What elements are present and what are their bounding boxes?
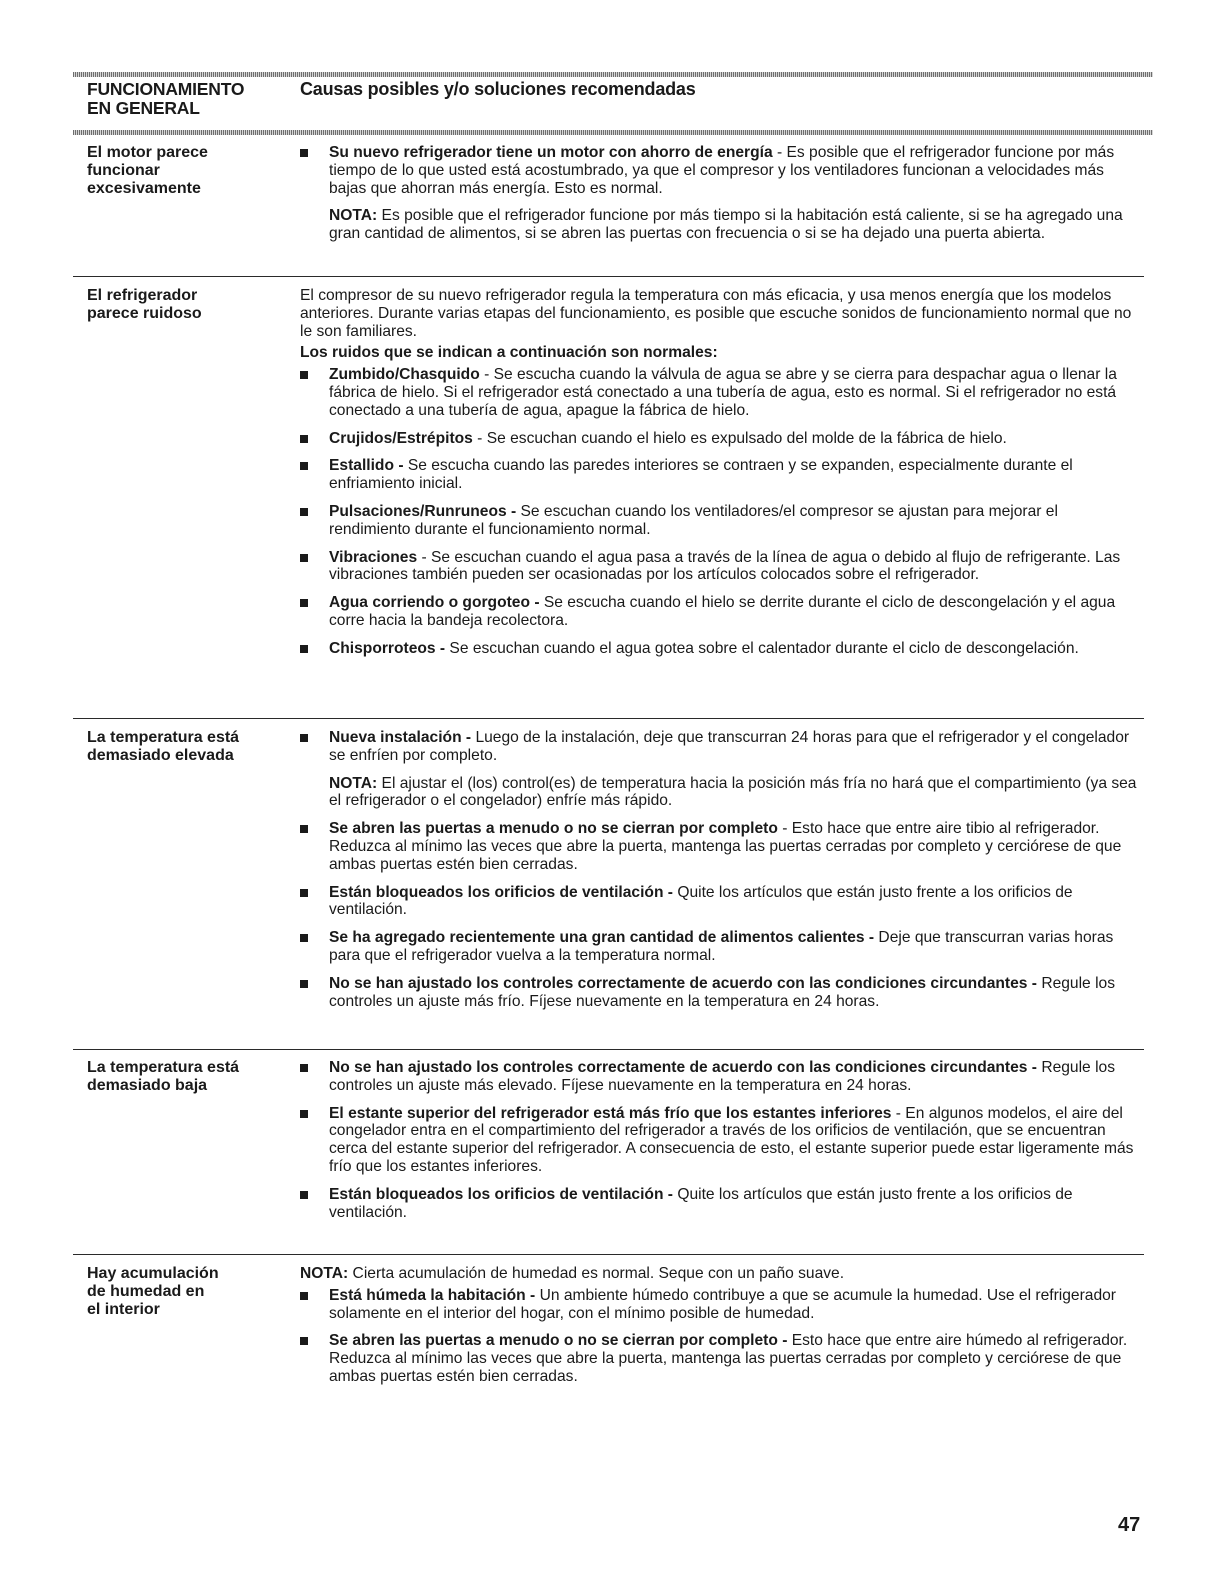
bullet-text: Luego de la instalación, deje que transcurran 24 horas para que el refrigerador y el congelador se enfríen por completo. <box>329 729 1130 764</box>
bullet-icon <box>300 1191 308 1199</box>
bullet-text: Quite los artículos que están justo frente a los orificios de ventilación. <box>329 883 1073 919</box>
bullet-title: Se abren las puertas a menudo o no se cierran por completo <box>329 820 778 838</box>
bullet-text: Se escuchan cuando el agua gotea sobre el calentador durante el ciclo de descongelación. <box>445 639 1079 657</box>
issue-line: demasiado baja <box>87 1077 208 1094</box>
header-column-solutions: Causas posibles y/o soluciones recomendadas <box>300 79 696 99</box>
bullet-title: El estante superior del refrigerador está más frío que los estantes inferiores <box>329 1104 892 1122</box>
list-item <box>300 884 1140 920</box>
bullet-icon <box>300 1110 308 1118</box>
issue-title <box>87 1265 287 1319</box>
issue-line: El refrigerador <box>87 287 198 304</box>
bullet-title: No se han ajustado los controles correctamente de acuerdo con las condiciones circundantes - <box>329 1059 1037 1076</box>
bullet-text: Deje que transcurran varias horas para que el refrigerador vuelva a la temperatura normal. <box>329 929 1114 964</box>
intro-paragraph: El compresor de su nuevo refrigerador regula la temperatura con más eficacia, y usa menos energía que los modelos anteriores. Durante varias etapas del funcionamiento, es posible que escuche sonidos de funcionamiento normal que no le son familiares. <box>300 287 1132 340</box>
issue-line: Hay acumulación <box>87 1265 219 1282</box>
list-item <box>300 929 1140 965</box>
solution-content <box>300 287 1140 658</box>
list-item <box>300 366 1140 419</box>
bullet-text: - Se escuchan cuando el agua pasa a través de la línea de agua o debido al flujo de refrigerante. Las vibraciones también pueden ser ocasionadas por los artículos colocados sobre el refrigerador. <box>329 548 1121 584</box>
list-item <box>300 1105 1140 1176</box>
list-item <box>300 820 1140 873</box>
issue-line: El motor parece <box>87 144 208 161</box>
bullet-icon <box>300 149 308 157</box>
header-column-issue <box>87 80 287 118</box>
list-item <box>300 457 1140 493</box>
bullet-title: Se ha agregado recientemente una gran cantidad de alimentos calientes - <box>329 929 875 947</box>
bullet-icon <box>300 462 308 470</box>
issue-title <box>87 287 287 323</box>
solution-content <box>300 729 1140 1010</box>
bullet-title: Su nuevo refrigerador tiene un motor con ahorro de energía <box>329 144 773 161</box>
issue-line: parece ruidoso <box>87 305 202 322</box>
bullet-text: - Se escucha cuando la válvula de agua se abre y se cierra para despachar agua o llenar la fábrica de hielo. Si el refrigerador está conectado a una tubería de agua, esto es normal. Si el refrigerador no está conectado a una tubería de agua, apague la fábrica de hielo. <box>329 366 1117 419</box>
note-label: NOTA: <box>329 774 378 792</box>
issue-title <box>87 729 287 765</box>
list-item <box>300 729 1140 765</box>
bullet-text: Regule los controles un ajuste más elevado. Fíjese nuevamente en la temperatura en 24 horas. <box>329 1059 1115 1094</box>
issue-line: La temperatura está <box>87 1059 240 1076</box>
bullet-title: Crujidos/Estrépitos <box>329 429 473 447</box>
issue-title <box>87 144 287 198</box>
bullet-text: - Es posible que el refrigerador funcione por más tiempo de lo que usted está acostumbrado, ya que el compresor y los ventiladores funcionan a velocidades más bajas que ahorran más energía. Esto es normal. <box>329 144 1115 197</box>
issue-line: excesivamente <box>87 180 201 197</box>
bullet-title: Nueva instalación - <box>329 729 472 746</box>
note <box>300 775 1140 811</box>
page-number: 47 <box>1118 1514 1141 1536</box>
note-text: El ajustar el (los) control(es) de temperatura hacia la posición más fría no hará que el compartimiento (ya sea el refrigerador o el congelador) enfríe más rápido. <box>329 774 1137 810</box>
list-item <box>300 1287 1140 1323</box>
header-bottom-rule <box>73 130 1153 135</box>
solution-content <box>300 1059 1140 1221</box>
header-issue-line: EN GENERAL <box>87 98 200 118</box>
bullet-text: - Se escuchan cuando el hielo es expulsado del molde de la fábrica de hielo. <box>472 429 1007 447</box>
list-item <box>300 503 1140 539</box>
issue-line: La temperatura está <box>87 729 240 746</box>
list-item <box>300 1059 1140 1095</box>
bullet-icon <box>300 934 308 942</box>
bullet-title: Estallido - <box>329 457 404 475</box>
list-item <box>300 640 1140 658</box>
bullet-icon <box>300 645 308 653</box>
note <box>300 207 1140 243</box>
list-item <box>300 975 1140 1011</box>
issue-line: funcionar <box>87 162 160 179</box>
bullet-icon <box>300 1064 308 1072</box>
bullet-title: Pulsaciones/Runruneos - <box>329 502 517 520</box>
bullet-text: Esto hace que entre aire húmedo al refrigerador. Reduzca al mínimo las veces que abre la puerta, mantenga las puertas cerradas por completo y cerciórese de que ambas puertas estén bien cerradas. <box>329 1332 1128 1385</box>
header-issue-line: FUNCIONAMIENTO <box>87 79 245 99</box>
issue-title <box>87 1059 287 1095</box>
bullet-icon <box>300 1337 308 1345</box>
row-divider <box>73 1254 1144 1255</box>
bullet-title: Vibraciones <box>329 548 418 566</box>
bullet-text: Se escucha cuando las paredes interiores se contraen y se expanden, especialmente durante el enfriamiento inicial. <box>329 457 1073 493</box>
bullet-icon <box>300 371 308 379</box>
note-label: NOTA: <box>300 1265 349 1282</box>
bullet-icon <box>300 599 308 607</box>
bullet-icon <box>300 554 308 562</box>
row-divider <box>73 1049 1144 1050</box>
solution-content <box>300 1265 1140 1386</box>
row-divider <box>73 276 1144 277</box>
bullet-title: No se han ajustado los controles correctamente de acuerdo con las condiciones circundantes - <box>329 974 1037 992</box>
list-item <box>300 549 1140 585</box>
bullet-text: Se escuchan cuando los ventiladores/el compresor se ajustan para mejorar el rendimiento durante el funcionamiento normal. <box>329 502 1058 538</box>
subheading: Los ruidos que se indican a continuación son normales: <box>300 344 718 362</box>
bullet-title: Están bloqueados los orificios de ventilación - <box>329 1185 673 1203</box>
issue-line: demasiado elevada <box>87 747 234 764</box>
bullet-icon <box>300 825 308 833</box>
bullet-icon <box>300 980 308 988</box>
bullet-text: Un ambiente húmedo contribuye a que se acumule la humedad. Use el refrigerador solamente en el interior del hogar, con el mínimo posible de humedad. <box>329 1286 1117 1322</box>
list-item <box>300 594 1140 630</box>
issue-line: de humedad en <box>87 1283 205 1300</box>
solution-content <box>300 144 1140 243</box>
list-item <box>300 1186 1140 1222</box>
bullet-title: Está húmeda la habitación - <box>329 1286 536 1304</box>
bullet-icon <box>300 435 308 443</box>
bullet-text: Se escucha cuando el hielo se derrite durante el ciclo de descongelación y el agua corre hacia la bandeja recolectora. <box>329 594 1116 629</box>
note <box>300 1265 1140 1283</box>
note-label: NOTA: <box>329 207 378 225</box>
bullet-title: Chisporroteos - <box>329 639 446 657</box>
list-item <box>300 1332 1140 1385</box>
bullet-icon <box>300 508 308 516</box>
note-text: Es posible que el refrigerador funcione por más tiempo si la habitación está caliente, si se ha agregado una gran cantidad de alimentos, si se abren las puertas con frecuencia o si se ha dejado una puerta abierta. <box>329 207 1123 243</box>
bullet-icon <box>300 1292 308 1300</box>
table-header <box>87 80 1147 126</box>
bullet-text: - En algunos modelos, el aire del congelador entra en el compartimiento del refrigerador a través de los orificios de ventilación, que se encuentran cerca del estante superior del refrigerador. A consecuencia de esto, el estante superior puede estar ligeramente más frío que los estantes inferiores. <box>329 1104 1134 1175</box>
note-text: Cierta acumulación de humedad es normal. Seque con un paño suave. <box>348 1265 845 1282</box>
list-item <box>300 430 1140 448</box>
header-top-rule <box>73 72 1153 77</box>
row-divider <box>73 718 1144 719</box>
bullet-text: Quite los artículos que están justo frente a los orificios de ventilación. <box>329 1185 1073 1221</box>
list-item <box>300 144 1140 197</box>
bullet-title: Agua corriendo o gorgoteo - <box>329 594 540 612</box>
issue-line: el interior <box>87 1301 160 1318</box>
bullet-title: Están bloqueados los orificios de ventilación - <box>329 883 673 901</box>
bullet-icon <box>300 889 308 897</box>
bullet-title: Zumbido/Chasquido <box>329 366 480 384</box>
bullet-icon <box>300 734 308 742</box>
bullet-title: Se abren las puertas a menudo o no se cierran por completo - <box>329 1332 788 1350</box>
bullet-text: - Esto hace que entre aire tibio al refrigerador. Reduzca al mínimo las veces que abre la puerta, mantenga las puertas cerradas por completo y cerciórese de que ambas puertas estén bien cerradas. <box>329 820 1122 873</box>
bullet-text: Regule los controles un ajuste más frío. Fíjese nuevamente en la temperatura en 24 horas. <box>329 974 1115 1010</box>
